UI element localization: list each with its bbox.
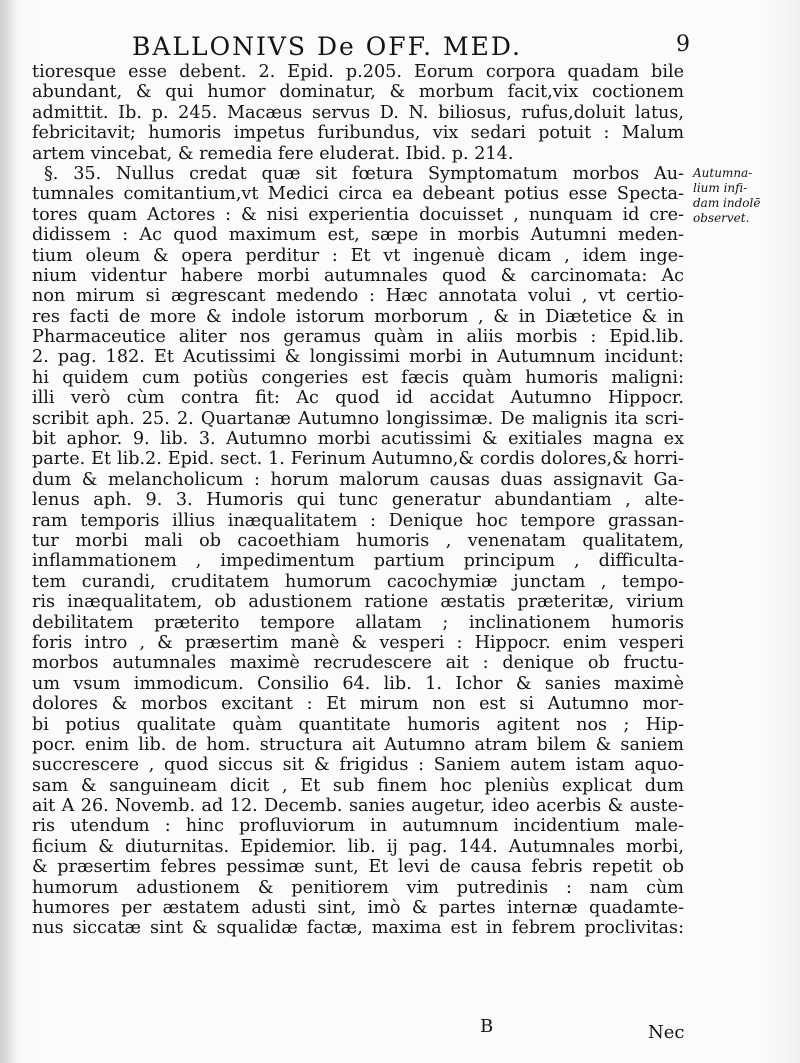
margin-note-line: observet. — [693, 211, 750, 225]
text-line: tium oleum & opera perditur : Et vt ingenuè dicam , idem inge- — [32, 245, 684, 266]
text-line: ris utendum : hinc profluviorum in autumnum incidentium male- — [32, 816, 684, 837]
text-line: dum & melancholicum : horum malorum causas duas assignavit Ga- — [32, 469, 684, 490]
text-line: tem curandi, cruditatem humorum cacochymiæ junctam , tempo- — [32, 571, 684, 592]
text-line: tioresque esse debent. 2. Epid. p.205. Eorum corpora quadam bile — [32, 62, 684, 82]
text-line: humores per æstatem adusti sint, imò & partes internæ quadamte- — [32, 898, 684, 919]
text-line: ait A 26. Novemb. ad 12. Decemb. sanies augetur, ideo acerbis & auste- — [32, 796, 684, 817]
text-line: ris inæqualitatem, ob adustionem ratione æstatis præteritæ, virium — [32, 592, 684, 613]
text-line: res facti de more & indole istorum morborum , & in Diætetice & in — [32, 306, 684, 327]
text-line: non mirum si ægrescant medendo : Hæc annotata volui , vt certio- — [32, 286, 684, 307]
text-line: parte. Et lib.2. Epid. sect. 1. Ferinum Autumno,& cordis dolores,& horri- — [32, 449, 684, 470]
text-line: morbos autumnales maximè recrudescere ait : denique ob fructu- — [32, 653, 684, 674]
text-line: bi potius qualitate quàm quantitate humoris agitent nos ; Hip- — [32, 714, 684, 735]
text-line: lenus aph. 9. 3. Humoris qui tunc generatur abundantiam , alte- — [32, 490, 684, 511]
text-line: um vsum immodicum. Consilio 64. lib. 1. Ichor & sanies maximè — [32, 673, 684, 694]
text-line: scribit aph. 25. 2. Quartanæ Autumno longissimæ. De malignis ita scri- — [32, 408, 684, 429]
text-line: & præsertim febres pessimæ sunt, Et levi de causa febris repetit ob — [32, 857, 684, 878]
gutter-shadow — [0, 0, 18, 1063]
text-line: debilitatem præterito tempore allatam ; inclinationem humoris — [32, 612, 684, 633]
page-footer — [0, 1016, 800, 1043]
text-line: humorum adustionem & penitiorem vim putredinis : nam cùm — [32, 877, 684, 898]
text-line: febricitavit; humoris impetus furibundus, vix sedari potuit : Malum — [32, 123, 684, 144]
text-line: illi verò cùm contra fit: Ac quod id accidat Autumno Hippocr. — [32, 388, 684, 409]
text-line: didissem : Ac quod maximum est, sæpe in morbis Autumni meden- — [32, 225, 684, 246]
text-line: 2. pag. 182. Et Acutissimi & longissimi morbi in Autumnum incidunt: — [32, 347, 684, 368]
catchword: Nec — [648, 1022, 685, 1043]
text-line: foris intro , & præsertim manè & vesperi : Hippocr. enim vesperi — [32, 632, 684, 653]
text-line: tur morbi mali ob cacoethiam humoris , venenatam qualitatem, — [32, 530, 684, 551]
body-text — [32, 62, 684, 939]
text-line: §. 35. Nullus credat quæ sit fœtura Symptomatum morbos Au- — [44, 163, 684, 184]
text-line: tumnales comitantium,vt Medici circa ea debeant potius esse Specta- — [32, 184, 684, 205]
text-line: artem vincebat, & remedia fere eluderat. Ibid. p. 214. — [32, 143, 514, 164]
signature-mark: B — [480, 1016, 494, 1037]
margin-note — [693, 166, 798, 226]
text-line: nium videntur habere morbi autumnales quod & carcinomata: Ac — [32, 265, 684, 286]
text-line: ficium & diuturnitas. Epidemior. lib. ij pag. 144. Autumnales morbi, — [32, 836, 684, 857]
text-line: admittit. Ib. p. 245. Macæus servus D. N. biliosus, rufus,doluit latus, — [32, 102, 684, 123]
text-line: inflammationem , impedimentum partium principum , difficulta- — [32, 551, 684, 572]
running-header — [132, 32, 692, 62]
text-line: tores quam Actores : & nisi experientia docuisset , nunquam id cre- — [32, 204, 684, 225]
text-line: nus siccatæ sint & squalidæ factæ, maxima est in febrem proclivitas: — [32, 918, 684, 939]
text-line: sam & sanguineam dicit , Et sub finem hoc pleniùs explicat dum — [32, 775, 684, 796]
page-number: 9 — [676, 32, 692, 57]
text-line: bit aphor. 9. lib. 3. Autumno morbi acutissimi & exitiales magna ex — [32, 429, 684, 450]
text-line: dolores & morbos excitant : Et mirum non est si Autumno mor- — [32, 694, 684, 715]
text-line: Pharmaceutice aliter nos geramus quàm in aliis morbis : Epid.lib. — [32, 327, 684, 348]
text-line: hi quidem cum potiùs congeries est fæcis quàm humoris maligni: — [32, 367, 684, 388]
text-line: succrescere , quod siccus sit & frigidus : Saniem autem istam aquo- — [32, 755, 684, 776]
margin-note-line: dam indolē — [693, 196, 761, 210]
text-line: ram temporis illius inæqualitatem : Denique hoc tempore grassan- — [32, 510, 684, 531]
running-title: BALLONIVS De OFF. MED. — [132, 32, 522, 61]
text-line: pocr. enim lib. de hom. structura ait Autumno atram bilem & saniem — [32, 734, 684, 755]
text-line: abundant, & qui humor dominatur, & morbum facit,vix coctionem — [32, 82, 684, 103]
margin-note-line: lium infi- — [693, 181, 748, 195]
margin-note-line: Autumna- — [693, 166, 753, 180]
